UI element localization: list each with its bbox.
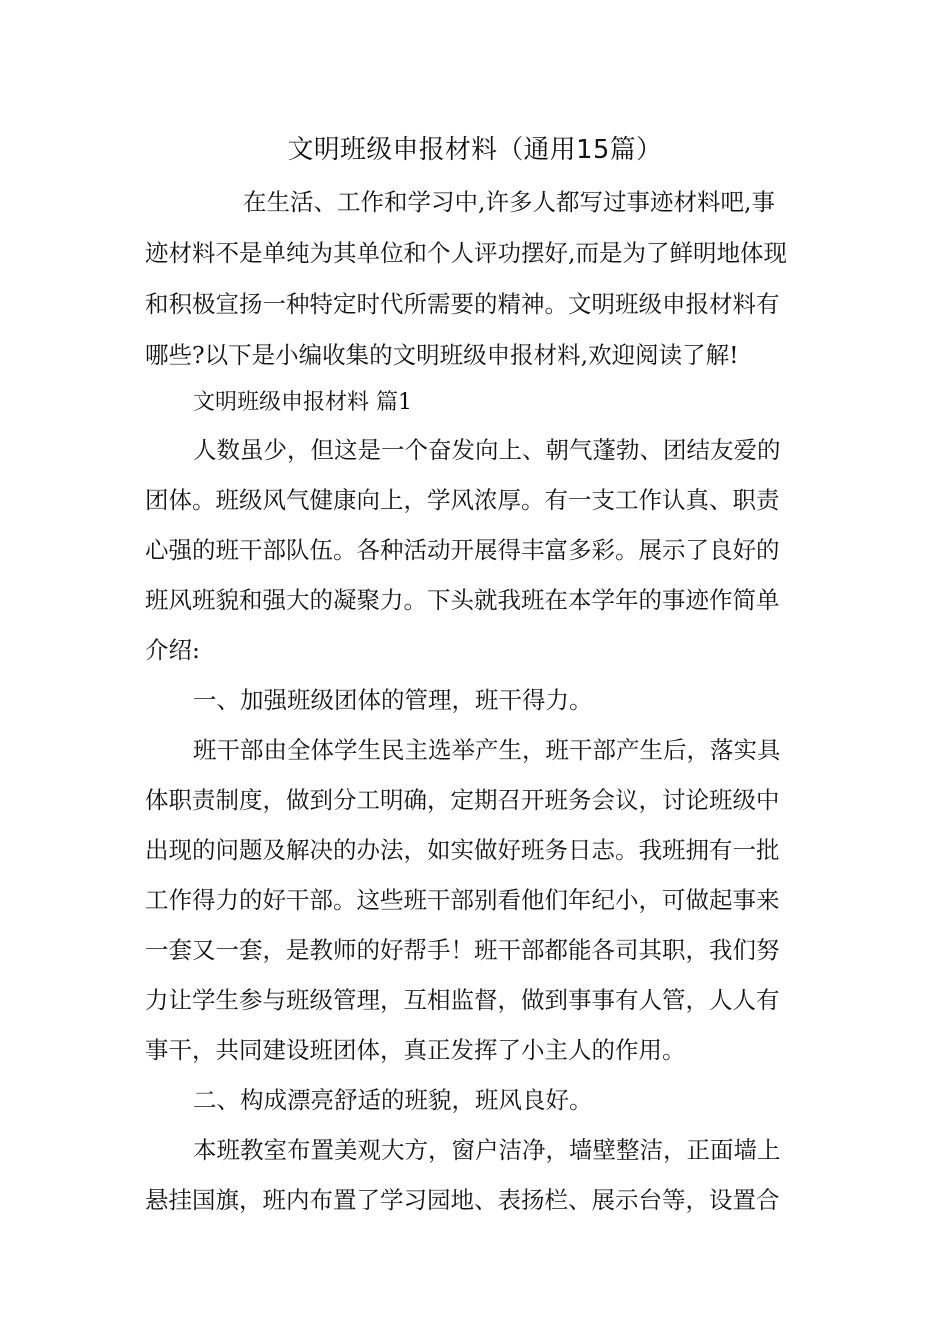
para3-line-2: 悬挂国旗，班内布置了学习园地、表扬栏、展示台等，设置合 (145, 1186, 780, 1214)
para1-line-4: 班风班貌和强大的凝聚力。下头就我班在本学年的事迹作简单 (145, 586, 780, 614)
para1-line-3: 心强的班干部队伍。各种活动开展得丰富多彩。展示了良好的 (145, 536, 780, 564)
para2-line-1: 班干部由全体学生民主选举产生，班干部产生后，落实具 (193, 736, 781, 764)
intro-line-3: 和积极宣扬一种特定时代所需要的精神。文明班级申报材料有 (145, 290, 780, 318)
para1-line-2: 团体。班级风气健康向上，学风浓厚。有一支工作认真、职责 (145, 486, 780, 514)
intro-line-1: 在生活、工作和学习中,许多人都写过事迹材料吧,事 (243, 188, 775, 216)
section-heading-1: 一、加强班级团体的管理，班干得力。 (193, 686, 593, 714)
para2-line-5: 一套又一套，是教师的好帮手！班干部都能各司其职，我们努 (145, 936, 780, 964)
para2-line-3: 出现的问题及解决的办法，如实做好班务日志。我班拥有一批 (145, 836, 780, 864)
para2-line-7: 事干，共同建设班团体，真正发挥了小主人的作用。 (145, 1036, 686, 1064)
para3-line-1: 本班教室布置美观大方，窗户洁净，墙壁整洁，正面墙上 (193, 1136, 781, 1164)
para2-line-6: 力让学生参与班级管理，互相监督，做到事事有人管，人人有 (145, 986, 780, 1014)
para1-line-5: 介绍: (145, 636, 200, 664)
para2-line-2: 体职责制度，做到分工明确，定期召开班务会议，讨论班级中 (145, 786, 780, 814)
para1-line-1: 人数虽少，但这是一个奋发向上、朝气蓬勃、团结友爱的 (193, 436, 781, 464)
section-heading: 文明班级申报材料 篇1 (193, 390, 412, 415)
intro-line-4: 哪些?以下是小编收集的文明班级申报材料,欢迎阅读了解! (145, 341, 739, 369)
document-title: 文明班级申报材料（通用15篇） (287, 135, 663, 165)
section-heading-2: 二、构成漂亮舒适的班貌，班风良好。 (193, 1086, 593, 1114)
para2-line-4: 工作得力的好干部。这些班干部别看他们年纪小，可做起事来 (145, 886, 780, 914)
intro-line-2: 迹材料不是单纯为其单位和个人评功摆好,而是为了鲜明地体现 (145, 239, 787, 267)
